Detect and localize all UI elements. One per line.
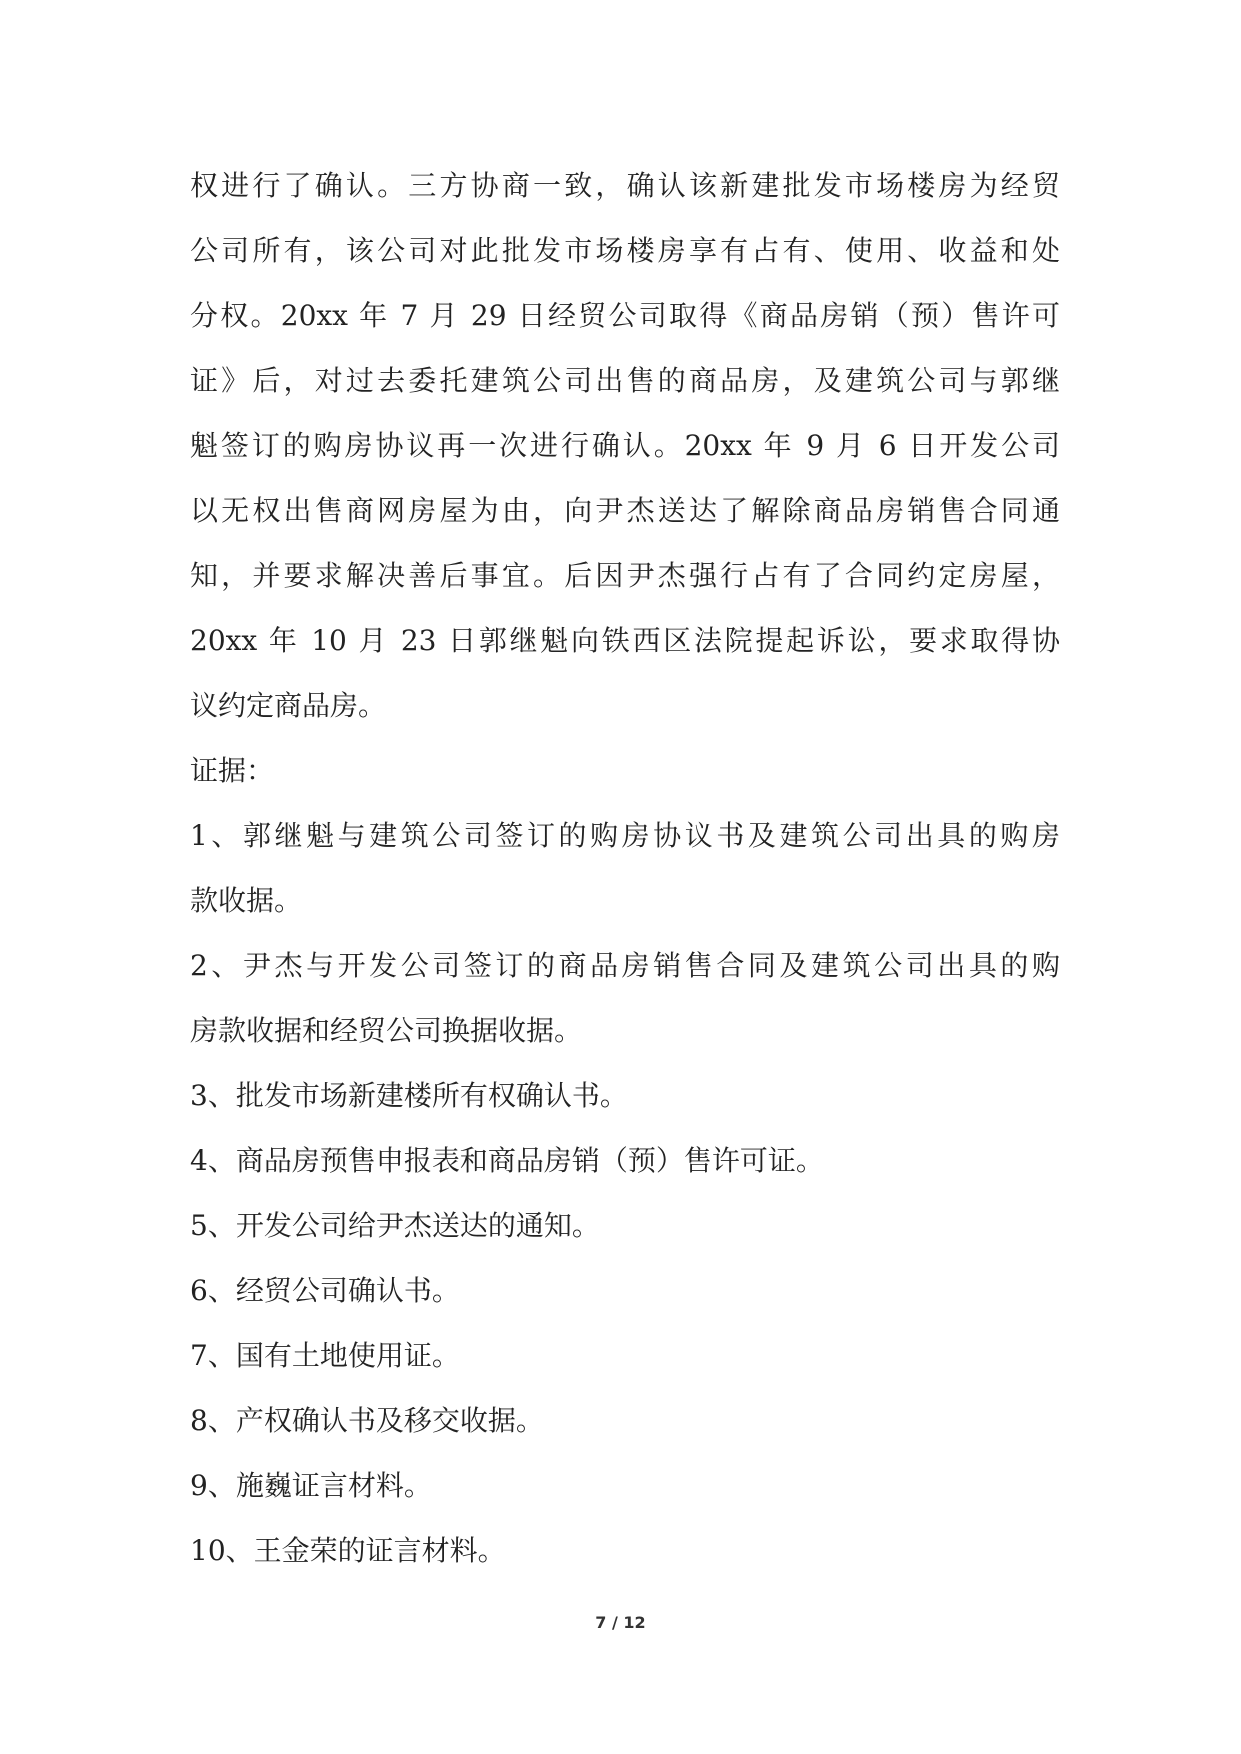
evidence-item: 1、郭继魁与建筑公司签订的购房协议书及建筑公司出具的购房 [190,819,1060,852]
evidence-heading: 证据： [190,754,275,787]
document-body [190,153,1060,1583]
evidence-item: 房款收据和经贸公司换据收据。 [190,1014,583,1047]
paragraph-line: 议约定商品房。 [190,689,387,722]
evidence-item: 5、开发公司给尹杰送达的通知。 [190,1209,600,1242]
evidence-item: 6、经贸公司确认书。 [190,1274,460,1307]
paragraph-line: 魁签订的购房协议再一次进行确认。20xx 年 9 月 6 日开发公司 [190,429,1060,462]
evidence-item: 款收据。 [190,884,303,917]
case-paragraph [190,153,1060,738]
paragraph-line: 证》后，对过去委托建筑公司出售的商品房，及建筑公司与郭继 [190,364,1060,397]
paragraph-line: 知，并要求解决善后事宜。后因尹杰强行占有了合同约定房屋， [190,559,1060,592]
evidence-item: 4、商品房预售申报表和商品房销（预）售许可证。 [190,1144,824,1177]
evidence-item: 9、施巍证言材料。 [190,1469,432,1502]
evidence-item: 7、国有土地使用证。 [190,1339,460,1372]
evidence-item: 8、产权确认书及移交收据。 [190,1404,544,1437]
evidence-item: 10、王金荣的证言材料。 [190,1534,506,1567]
evidence-item: 2、尹杰与开发公司签订的商品房销售合同及建筑公司出具的购 [190,949,1060,982]
paragraph-line: 权进行了确认。三方协商一致，确认该新建批发市场楼房为经贸 [190,169,1060,202]
evidence-item: 3、批发市场新建楼所有权确认书。 [190,1079,628,1112]
paragraph-line: 20xx 年 10 月 23 日郭继魁向铁西区法院提起诉讼，要求取得协 [190,624,1060,657]
evidence-list [190,803,1060,1583]
paragraph-line: 公司所有，该公司对此批发市场楼房享有占有、使用、收益和处 [190,234,1060,267]
paragraph-line: 分权。20xx 年 7 月 29 日经贸公司取得《商品房销（预）售许可 [190,299,1060,332]
page-number: 7 / 12 [595,1613,646,1632]
paragraph-line: 以无权出售商网房屋为由，向尹杰送达了解除商品房销售合同通 [190,494,1060,527]
